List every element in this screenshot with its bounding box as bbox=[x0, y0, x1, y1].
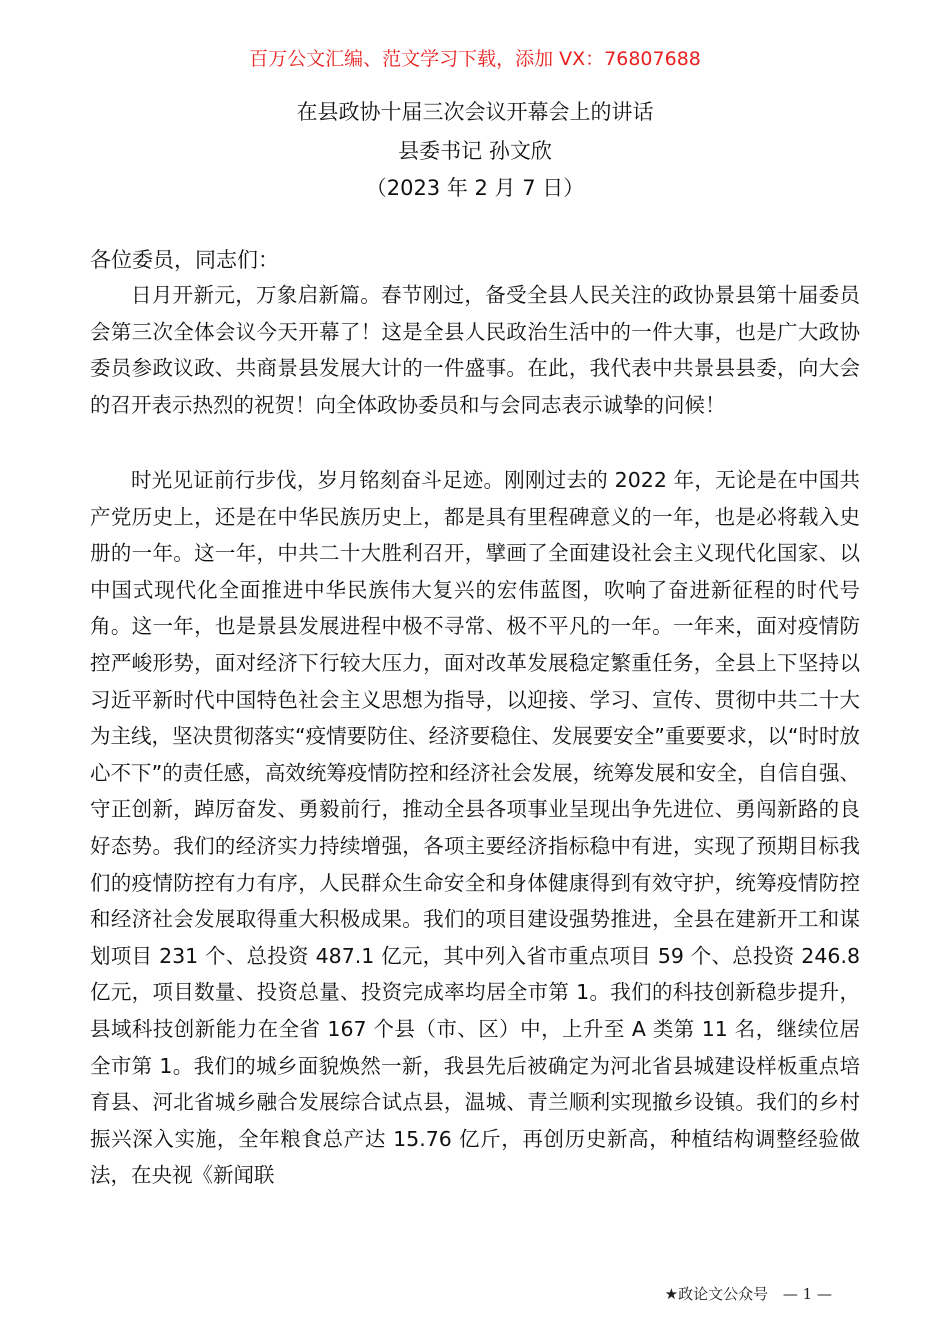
body-paragraph-1: 日月开新元，万象启新篇。春节刚过，备受全县人民关注的政协景县第十届委员会第三次全体会议今天开幕了！这是全县人民政治生活中的一件大事，也是广大政协委员参政议政、共商景县发展大计的一件盛事。在此，我代表中共景县县委，向大会的召开表示热烈的祝贺！向全体政协委员和与会同志表示诚挚的问候！ bbox=[90, 283, 860, 417]
page-footer bbox=[665, 1283, 832, 1305]
salutation: 各位委员，同志们： bbox=[90, 248, 279, 272]
document-title: 在县政协十届三次会议开幕会上的讲话 bbox=[296, 100, 654, 124]
footer-source: ★政论文公众号 bbox=[664, 1285, 769, 1303]
watermark-banner: 百万公文汇编、范文学习下载，添加 VX：76807688 bbox=[249, 48, 701, 70]
document-date: （2023 年 2 月 7 日） bbox=[365, 176, 585, 200]
document-author: 县委书记 孙文欣 bbox=[398, 139, 552, 163]
page-number: — 1 — bbox=[782, 1285, 832, 1303]
body-paragraph-2: 时光见证前行步伐，岁月铭刻奋斗足迹。刚刚过去的 2022 年，无论是在中国共产党历史上，还是在中华民族历史上，都是具有里程碑意义的一年，也是必将载入史册的一年。这一年，中共二十大胜利召开，擘画了全面建设社会主义现代化国家、以中国式现代化全面推进中华民族伟大复兴的宏伟蓝图，吹响了奋进新征程的时代号角。这一年，也是景县发展进程中极不寻常、极不平凡的一年。一年来，面对疫情防控严峻形势，面对经济下行较大压力，面对改革发展稳定繁重任务，全县上下坚持以习近平新时代中国特色社会主义思想为指导，以迎接、学习、宣传、贯彻中共二十大为主线，坚决贯彻落实“疫情要防住、经济要稳住、发展要安全”重要要求，以“时时放心不下”的责任感，高效统筹疫情防控和经济社会发展，统筹发展和安全，自信自强、守正创新，踔厉奋发、勇毅前行，推动全县各项事业呈现出争先进位、勇闯新路的良好态势。我们的经济实力持续增强，各项主要经济指标稳中有进，实现了预期目标我们的疫情防控有力有序，人民群众生命安全和身体健康得到有效守护，统筹疫情防控和经济社会发展取得重大积极成果。我们的项目建设强势推进，全县在建新开工和谋划项目 231 个、总投资 487.1 亿元，其中列入省市重点项目 59 个、总投资 246.8 亿元，项目数量、投资总量、投资完成率均居全市第 1。我们的科技创新稳步提升，县域科技创新能力在全省 167 个县（市、区）中，上升至 A 类第 11 名，继续位居全市第 1。我们的城乡面貌焕然一新，我县先后被确定为河北省县城建设样板重点培育县、河北省城乡融合发展综合试点县，温城、青兰顺利实现撤乡设镇。我们的乡村振兴深入实施，全年粮食总产达 15.76 亿斤，再创历史新高，种植结构调整经验做法，在央视《新闻联 bbox=[90, 468, 860, 1188]
